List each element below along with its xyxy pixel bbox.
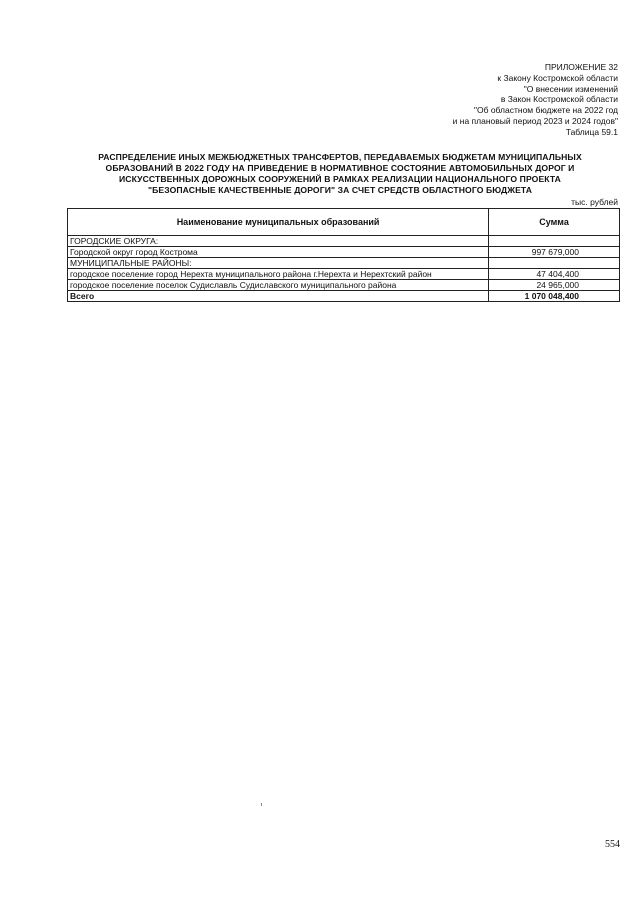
title-line: "БЕЗОПАСНЫЕ КАЧЕСТВЕННЫЕ ДОРОГИ" ЗА СЧЕТ СРЕДСТВ ОБЛАСТНОГО БЮДЖЕТА xyxy=(147,185,533,195)
scan-speck xyxy=(261,803,262,806)
row-sum xyxy=(489,236,620,247)
table-row xyxy=(68,269,620,280)
units-label: тыс. рублей xyxy=(571,197,618,207)
title-line: РАСПРЕДЕЛЕНИЕ ИНЫХ МЕЖБЮДЖЕТНЫХ ТРАНСФЕРТОВ, ПЕРЕДАВАЕМЫХ БЮДЖЕТАМ МУНИЦИПАЛЬНЫХ xyxy=(98,152,582,162)
row-sum xyxy=(489,258,620,269)
document-title xyxy=(60,152,620,196)
total-label: Всего xyxy=(68,291,489,302)
table-row xyxy=(68,280,620,291)
appendix-line: "О внесении изменений xyxy=(523,83,618,94)
header-name: Наименование муниципальных образований xyxy=(68,209,489,236)
total-sum: 1 070 048,400 xyxy=(489,291,620,302)
appendix-line: к Закону Костромской области xyxy=(497,72,618,83)
page-number: 554 xyxy=(605,839,620,850)
header-sum: Сумма xyxy=(489,209,620,236)
table-row xyxy=(68,236,620,247)
row-name: городское поселение город Нерехта муниципального района г.Нерехта и Нерехтский район xyxy=(68,269,489,280)
title-line: ОБРАЗОВАНИЙ В 2022 ГОДУ НА ПРИВЕДЕНИЕ В НОРМАТИВНОЕ СОСТОЯНИЕ АВТОМОБИЛЬНЫХ ДОРОГ И xyxy=(105,163,575,173)
row-sum: 997 679,000 xyxy=(489,247,620,258)
total-row xyxy=(68,291,620,302)
appendix-line: в Закон Костромской области xyxy=(500,94,618,105)
distribution-table xyxy=(67,208,620,302)
row-name: ГОРОДСКИЕ ОКРУГА: xyxy=(68,236,489,247)
table-number: Таблица 59.1 xyxy=(565,126,618,137)
row-sum: 47 404,400 xyxy=(489,269,620,280)
appendix-header xyxy=(453,62,618,138)
row-name: городское поселение поселок Судиславль Судиславского муниципального района xyxy=(68,280,489,291)
title-line: ИСКУССТВЕННЫХ ДОРОЖНЫХ СООРУЖЕНИЙ В РАМКАХ РЕАЛИЗАЦИИ НАЦИОНАЛЬНОГО ПРОЕКТА xyxy=(119,174,561,184)
appendix-line: и на плановый период 2023 и 2024 годов" xyxy=(452,115,618,126)
row-name: МУНИЦИПАЛЬНЫЕ РАЙОНЫ: xyxy=(68,258,489,269)
table-header-row xyxy=(68,209,620,236)
row-name: Городской округ город Кострома xyxy=(68,247,489,258)
appendix-line: "Об областном бюджете на 2022 год xyxy=(473,105,618,116)
table-row xyxy=(68,247,620,258)
appendix-line: ПРИЛОЖЕНИЕ 32 xyxy=(544,62,618,72)
table-row xyxy=(68,258,620,269)
row-sum: 24 965,000 xyxy=(489,280,620,291)
